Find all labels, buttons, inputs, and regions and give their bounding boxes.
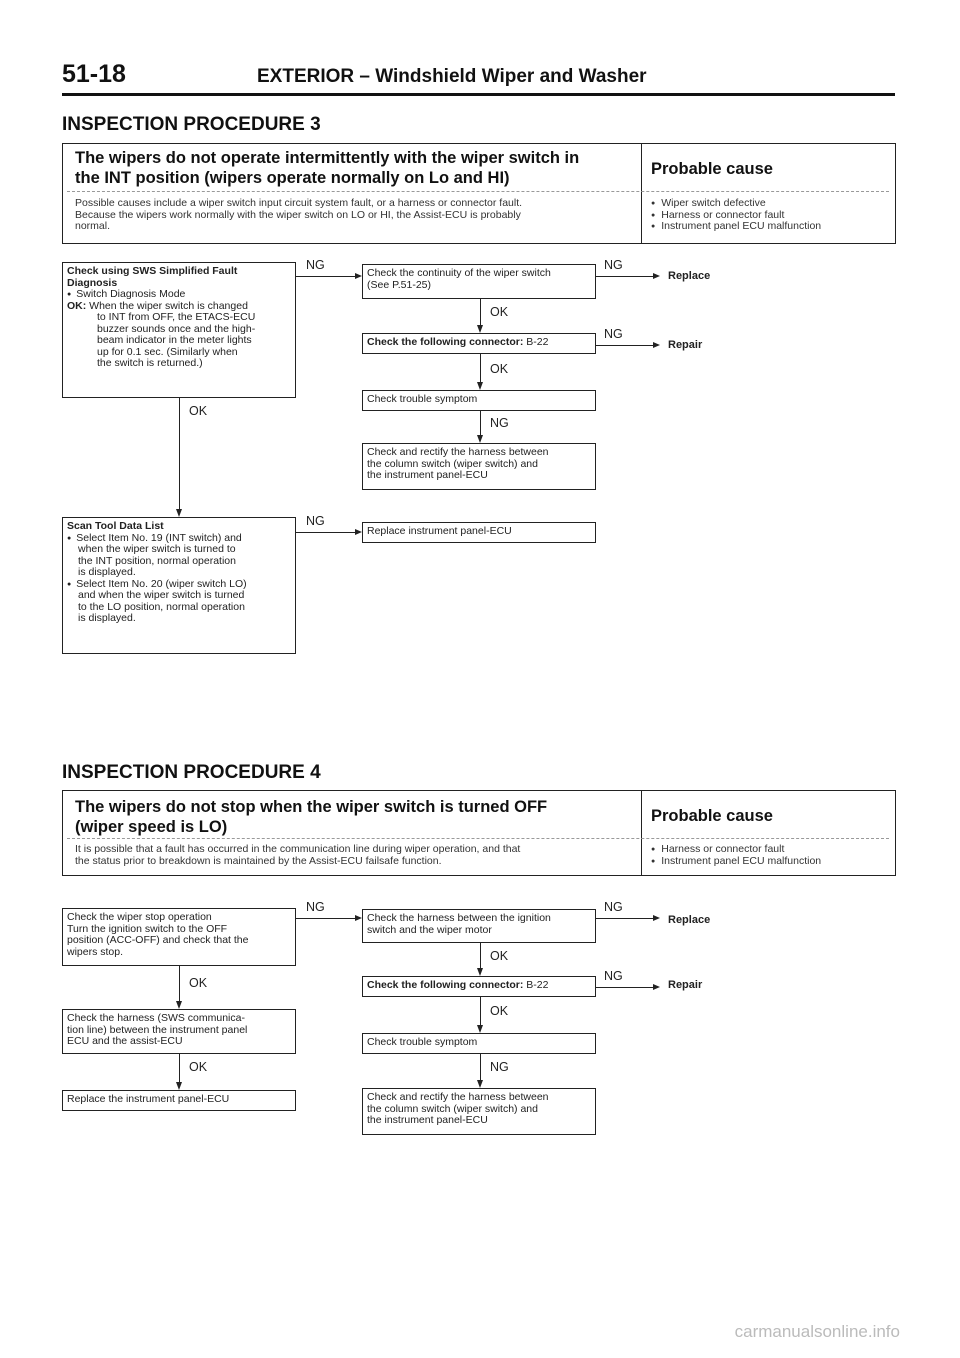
table-divider — [641, 791, 642, 876]
connector-line — [179, 1054, 180, 1082]
arrow-down-icon — [176, 1082, 182, 1090]
connector-line — [480, 411, 481, 435]
symptom-title: The wipers do not stop when the wiper switch is turned OFF (wiper speed is LO) — [75, 798, 548, 836]
connector-line — [596, 345, 654, 346]
sws-diagnosis-box: Check using SWS Simplified Fault Diagnosis ● Switch Diagnosis Mode OK: When the wiper switch is changed to INT from OFF, the ETACS-ECU buzzer sounds once and the high- beam indicator in the meter lights up for 0.1 sec. (Similarly when the switch is returned.) — [62, 262, 296, 398]
table-divider — [641, 144, 642, 244]
continuity-check-box: Check the continuity of the wiper switch (See P.51-25) — [362, 264, 596, 299]
symptom-title: The wipers do not operate intermittently with the wiper switch in the INT position (wipers operate normally on Lo and HI) — [75, 149, 580, 187]
rectify-harness-box: Check and rectify the harness between the column switch (wiper switch) and the instrument panel-ECU — [362, 1088, 596, 1135]
arrow-down-icon — [176, 1001, 182, 1009]
symptom-description: It is possible that a fault has occurred in the communication line during wiper operation, and that the status prior to breakdown is maintained by the Assist-ECU failsafe function. — [75, 843, 521, 867]
cause-item: ● Harness or connector fault — [651, 210, 821, 222]
ok-label: OK — [490, 362, 509, 376]
arrow-right-icon — [355, 273, 362, 279]
arrow-right-icon — [653, 273, 660, 279]
page-number: 51-18 — [62, 60, 126, 88]
table-separator — [67, 838, 889, 839]
result-repair: Repair — [668, 339, 703, 351]
ok-label: OK — [189, 976, 208, 990]
arrow-down-icon — [477, 1080, 483, 1088]
ok-label: OK — [490, 1004, 509, 1018]
ignition-harness-box: Check the harness between the ignition switch and the wiper motor — [362, 909, 596, 943]
connector-check-box: Check the following connector: B-22 — [362, 976, 596, 997]
header-rule — [62, 93, 895, 96]
rectify-harness-box: Check and rectify the harness between the column switch (wiper switch) and the instrument panel-ECU — [362, 443, 596, 490]
connector-line — [480, 943, 481, 968]
arrow-down-icon — [477, 1025, 483, 1033]
connector-line — [596, 987, 654, 988]
cause-item: ● Harness or connector fault — [651, 844, 821, 856]
connector-line — [480, 299, 481, 325]
table-separator — [67, 191, 889, 192]
arrow-down-icon — [477, 435, 483, 443]
ng-label: NG — [490, 416, 509, 430]
connector-line — [596, 276, 654, 277]
connector-line — [480, 1054, 481, 1080]
ng-label: NG — [490, 1060, 509, 1074]
probable-cause-list — [651, 198, 821, 233]
ng-label: NG — [604, 327, 623, 341]
ok-label: OK — [490, 305, 509, 319]
probable-cause-list — [651, 844, 821, 867]
arrow-down-icon — [176, 509, 182, 517]
connector-line — [596, 918, 654, 919]
trouble-symptom-box: Check trouble symptom — [362, 1033, 596, 1054]
ng-label: NG — [604, 900, 623, 914]
cause-item: ● Instrument panel ECU malfunction — [651, 856, 821, 868]
connector-line — [296, 532, 356, 533]
arrow-right-icon — [653, 984, 660, 990]
connector-line — [296, 918, 356, 919]
arrow-right-icon — [653, 915, 660, 921]
stop-operation-box: Check the wiper stop operation Turn the ignition switch to the OFF position (ACC-OFF) and check that the wipers stop. — [62, 908, 296, 966]
connector-line — [179, 398, 180, 509]
arrow-right-icon — [355, 529, 362, 535]
connector-check-box: Check the following connector: B-22 — [362, 333, 596, 354]
connector-line — [480, 997, 481, 1025]
ok-label: OK — [189, 1060, 208, 1074]
connector-line — [480, 354, 481, 382]
cause-item: ● Wiper switch defective — [651, 198, 821, 210]
section-title: EXTERIOR – Windshield Wiper and Washer — [257, 66, 647, 87]
replace-ecu-box: Replace the instrument panel-ECU — [62, 1090, 296, 1111]
symptom-description: Possible causes include a wiper switch input circuit system fault, or a harness or connector fault. Because the wipers work normally with the wiper switch on LO or HI, the Assist-ECU is probably normal. — [75, 197, 523, 232]
trouble-symptom-box: Check trouble symptom — [362, 390, 596, 411]
ng-label: NG — [604, 258, 623, 272]
procedure-4-title: INSPECTION PROCEDURE 4 — [62, 762, 321, 783]
result-replace: Replace — [668, 270, 711, 282]
ok-label: OK — [490, 949, 509, 963]
arrow-down-icon — [477, 382, 483, 390]
arrow-down-icon — [477, 325, 483, 333]
ng-label: NG — [306, 514, 325, 528]
arrow-right-icon — [355, 915, 362, 921]
watermark: carmanualsonline.info — [734, 1322, 900, 1341]
connector-line — [179, 966, 180, 1001]
scan-tool-box: Scan Tool Data List ● Select Item No. 19 (INT switch) and when the wiper switch is turned to the INT position, normal operation is displayed. ● Select Item No. 20 (wiper switch LO) and when the wiper switch is turned to the LO position, normal operation is displayed. — [62, 517, 296, 654]
cause-item: ● Instrument panel ECU malfunction — [651, 221, 821, 233]
procedure-3-title: INSPECTION PROCEDURE 3 — [62, 114, 321, 135]
arrow-right-icon — [653, 342, 660, 348]
sws-harness-box: Check the harness (SWS communica- tion line) between the instrument panel ECU and the assist-ECU — [62, 1009, 296, 1054]
ok-label: OK — [189, 404, 208, 418]
replace-ecu-box: Replace instrument panel-ECU — [362, 522, 596, 543]
result-repair: Repair — [668, 979, 703, 991]
procedure-4-symptom-table — [62, 790, 896, 876]
ng-label: NG — [604, 969, 623, 983]
probable-cause-heading: Probable cause — [651, 807, 773, 825]
connector-line — [296, 276, 356, 277]
result-replace: Replace — [668, 914, 711, 926]
ng-label: NG — [306, 900, 325, 914]
procedure-3-symptom-table — [62, 143, 896, 244]
probable-cause-heading: Probable cause — [651, 160, 773, 178]
arrow-down-icon — [477, 968, 483, 976]
ng-label: NG — [306, 258, 325, 272]
